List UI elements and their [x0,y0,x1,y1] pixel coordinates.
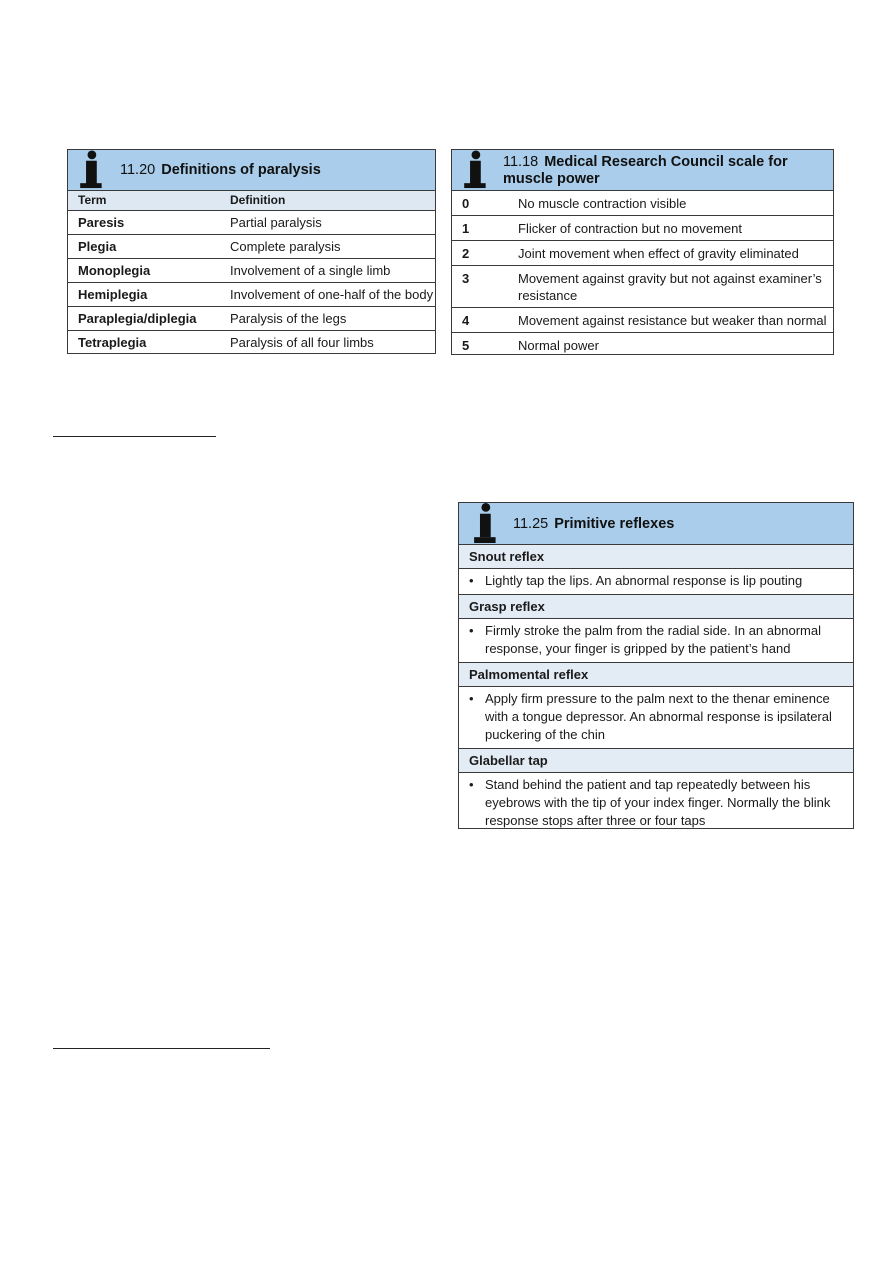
box-title-line1: Medical Research Council scale for [544,154,788,170]
section-heading-underline [53,436,216,437]
box-title-text: Primitive reflexes [554,516,675,532]
table-row [68,307,435,331]
grade-cell: 3 [462,271,470,286]
table-row [452,308,833,333]
term-cell: Tetraplegia [78,335,147,350]
grade-cell: 2 [462,246,470,261]
table-row [68,283,435,307]
grade-cell: 4 [462,313,470,328]
term-cell: Paresis [68,211,220,235]
table-row [452,191,833,216]
reflex-description [459,687,853,749]
definition-cell: Involvement of a single limb [220,259,435,283]
term-cell: Monoplegia [68,259,220,283]
description-cell: Joint movement when effect of gravity eliminated [518,246,799,261]
reflex-text: Lightly tap the lips. An abnormal response is lip pouting [485,573,803,588]
paralysis-rows [68,211,435,354]
column-header-definition: Definition [220,191,435,211]
table-row [452,216,833,241]
table-row [452,241,833,266]
reflex-box-header [459,503,853,545]
reflex-name: Grasp reflex [459,595,853,619]
reflex-text: Stand behind the patient and tap repeatedly between his eyebrows with the tip of your index finger. Normally the blink response stops after three or four taps [485,777,831,828]
reflex-description [459,569,853,595]
table-row [68,235,435,259]
term-cell: Paraplegia/diplegia [68,307,220,331]
table-row [68,211,435,235]
box-title-text: Definitions of paralysis [161,162,321,178]
mrc-box-title [503,154,788,188]
bullet-icon: • [469,777,474,792]
primitive-reflexes-box [458,502,854,829]
section-heading-underline-2 [53,1048,270,1049]
reflex-name: Snout reflex [459,545,853,569]
paralysis-box-title [120,162,321,179]
column-header-term: Term [68,191,220,211]
box-title-line2: muscle power [503,171,600,187]
box-number: 11.25 [513,516,549,532]
info-icon [452,150,492,190]
description-cell: Normal power [518,338,599,353]
definition-cell: Involvement of one-half of the body [220,283,435,307]
paralysis-box-header [68,150,435,191]
box-number: 11.18 [503,154,539,170]
reflex-description [459,619,853,663]
reflex-name: Glabellar tap [459,749,853,773]
reflex-name: Palmomental reflex [459,663,853,687]
table-row [68,331,435,355]
table-header-row [68,191,435,211]
reflex-text: Firmly stroke the palm from the radial side. In an abnormal response, your finger is gripped by the patient’s hand [485,623,821,656]
reflex-text: Apply firm pressure to the palm next to the thenar eminence with a tongue depressor. An abnormal response is ipsilateral puckering of the chin [485,691,832,742]
reflex-list [459,545,853,834]
info-icon [68,150,108,190]
definition-cell: Complete paralysis [220,235,435,259]
mrc-table [452,191,833,357]
description-cell: Movement against gravity but not against examiner’s resistance [518,271,822,303]
bullet-icon: • [469,573,474,588]
term-cell: Plegia [68,235,220,259]
reflex-box-title [513,516,674,533]
bullet-icon: • [469,623,474,638]
grade-cell: 1 [462,221,470,236]
definition-cell: Partial paralysis [220,211,435,235]
definition-cell: Paralysis of the legs [220,307,435,331]
grade-cell: 0 [462,196,470,211]
term-cell: Hemiplegia [68,283,220,307]
description-cell: Flicker of contraction but no movement [518,221,742,236]
reflex-description [459,773,853,834]
table-row [452,333,833,358]
paralysis-table [68,191,435,211]
paralysis-definitions-box [67,149,436,354]
mrc-box-header [452,150,833,191]
table-row [68,259,435,283]
grade-cell: 5 [462,338,470,353]
description-cell: Movement against resistance but weaker than normal [518,313,827,328]
description-cell: No muscle contraction visible [518,196,687,211]
box-number: 11.20 [120,162,156,178]
info-icon [459,503,499,544]
bullet-icon: • [469,691,474,706]
table-row [452,266,833,308]
definition-cell: Paralysis of all four limbs [230,335,374,350]
mrc-scale-box [451,149,834,355]
